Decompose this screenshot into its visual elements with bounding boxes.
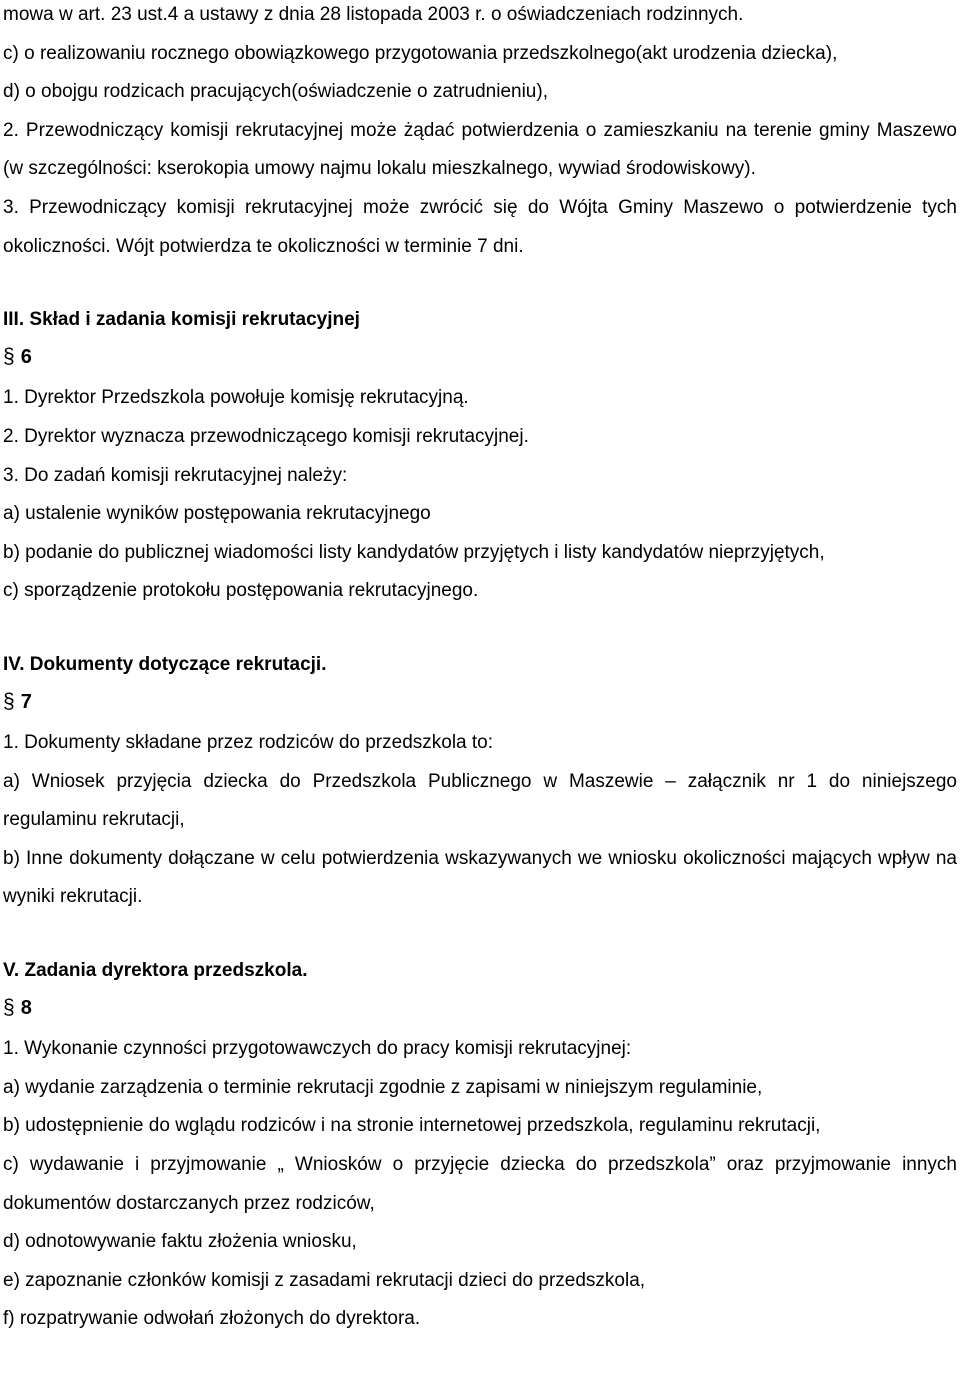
text-line: mowa w art. 23 ust.4 a ustawy z dnia 28 listopada 2003 r. o oświadczeniach rodzinnych. — [3, 4, 744, 25]
text-paragraph: c) o realizowaniu rocznego obowiązkowego przygotowania przedszkolnego(akt urodzenia dziecka), — [3, 42, 838, 64]
list-item: b) udostępnienie do wglądu rodziców i na stronie internetowej przedszkola, regulaminu rekrutacji, — [3, 1115, 821, 1137]
section-heading: IV. Dokumenty dotyczące rekrutacji. — [3, 653, 327, 675]
spacer — [3, 266, 957, 301]
text-line: d) o obojgu rodzicach pracujących(oświadczenie o zatrudnieniu), — [3, 81, 548, 103]
section-3 — [3, 301, 957, 611]
paragraph-sign: § 8 — [3, 989, 32, 1028]
paragraph-number — [3, 685, 957, 725]
text-paragraph: 3. Przewodniczący komisji rekrutacyjnej może zwrócić się do Wójta Gminy Maszewo o potwierdzenie tych okoliczności. Wójt potwierdza te okoliczności w terminie 7 dni. — [3, 196, 957, 257]
section-5 — [3, 952, 957, 1339]
list-item: a) Wniosek przyjęcia dziecka do Przedszkola Publicznego w Maszewie – załącznik nr 1 do niniejszego regulaminu rekrutacji, — [3, 770, 957, 831]
list-item: b) podanie do publicznej wiadomości listy kandydatów przyjętych i listy kandydatów nieprzyjętych, — [3, 541, 825, 563]
list-item: a) wydanie zarządzenia o terminie rekrutacji zgodnie z zapisami w niniejszym regulaminie, — [3, 1076, 763, 1098]
list-item: c) wydawanie i przyjmowanie „ Wniosków o przyjęcie dziecka do przedszkola” oraz przyjmowanie innych dokumentów dostarczanych przez rodziców, — [3, 1154, 957, 1214]
section-4 — [3, 646, 957, 917]
paragraph-sign: § 6 — [3, 338, 32, 377]
list-item: e) zapoznanie członków komisji z zasadami rekrutacji dzieci do przedszkola, — [3, 1269, 646, 1291]
section-heading: V. Zadania dyrektora przedszkola. — [3, 960, 308, 982]
list-item: 1. Dokumenty składane przez rodziców do przedszkola to: — [3, 732, 494, 754]
spacer — [3, 611, 957, 646]
list-item: 1. Dyrektor Przedszkola powołuje komisję rekrutacyjną. — [3, 387, 469, 409]
list-item: f) rozpatrywanie odwołań złożonych do dyrektora. — [3, 1308, 421, 1330]
list-item: c) sporządzenie protokołu postępowania rekrutacyjnego. — [3, 580, 479, 602]
list-item: b) Inne dokumenty dołączane w celu potwierdzenia wskazywanych we wniosku okoliczności mających wpływ na wyniki rekrutacji. — [3, 847, 957, 908]
spacer — [3, 917, 957, 952]
document-page — [3, 0, 957, 1339]
paragraph-sign: § 7 — [3, 683, 32, 722]
list-item: 2. Dyrektor wyznacza przewodniczącego komisji rekrutacyjnej. — [3, 425, 529, 447]
list-item: a) ustalenie wyników postępowania rekrutacyjnego — [3, 503, 431, 525]
section-heading: III. Skład i zadania komisji rekrutacyjnej — [3, 309, 360, 331]
list-item: d) odnotowywanie faktu złożenia wniosku, — [3, 1231, 357, 1253]
paragraph-number — [3, 991, 957, 1031]
text-paragraph: 2. Przewodniczący komisji rekrutacyjnej może żądać potwierdzenia o zamieszkaniu na terenie gminy Maszewo (w szczególności: kserokopia umowy najmu lokalu mieszkalnego, wywiad środowiskowy). — [3, 119, 957, 180]
paragraph-number — [3, 340, 957, 380]
list-item: 1. Wykonanie czynności przygotowawczych do pracy komisji rekrutacyjnej: — [3, 1038, 632, 1060]
list-item: 3. Do zadań komisji rekrutacyjnej należy: — [3, 464, 348, 486]
